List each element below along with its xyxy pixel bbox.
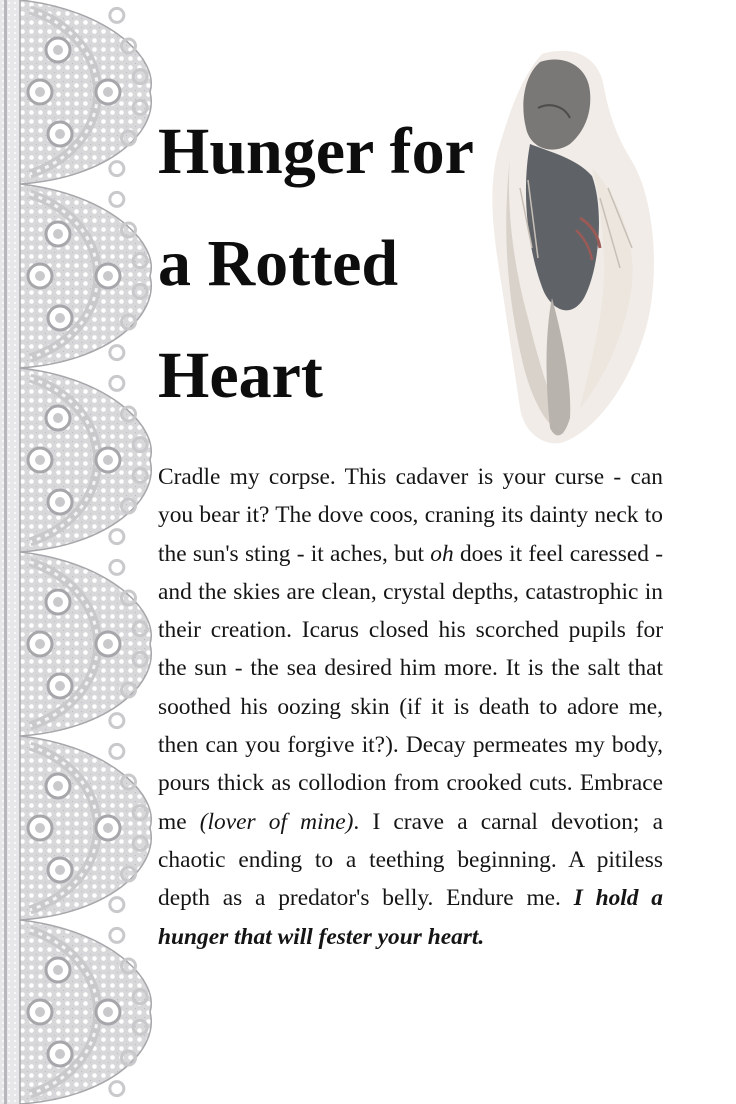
title-line-2: a Rotted <box>158 227 399 300</box>
title-line-3: Heart <box>158 339 323 412</box>
title-line-1: Hunger for <box>158 115 474 188</box>
poem-text-2: does it feel caressed - and the skies are clean, crystal depths, catastrophic in their creation. Icarus closed his scorched pupils for the sun - the sea desired him more. It is the salt that soothed his oozing skin (if it is death to adore me, then can you forgive it?). Decay permeates my body, pours thick as collodion from crooked cuts. Embrace me <box>158 540 664 835</box>
lace-border <box>0 0 160 1104</box>
poem-italic-oh: oh <box>430 540 454 567</box>
poem-title <box>158 96 558 432</box>
poem-body <box>158 458 663 956</box>
poem-closing-line: I hold a hunger that will fester your heart. <box>158 885 663 950</box>
poem-italic-lover: (lover of mine) <box>199 808 354 835</box>
poem-text-3: . I crave a carnal devotion; a chaotic ending to a teething beginning. A pitiless depth as a predator's belly. Endure me. <box>158 808 663 912</box>
poem-text-1: Cradle my corpse. This cadaver is your curse - can you bear it? The dove coos, craning its dainty neck to the sun's sting - it aches, but <box>158 464 663 567</box>
